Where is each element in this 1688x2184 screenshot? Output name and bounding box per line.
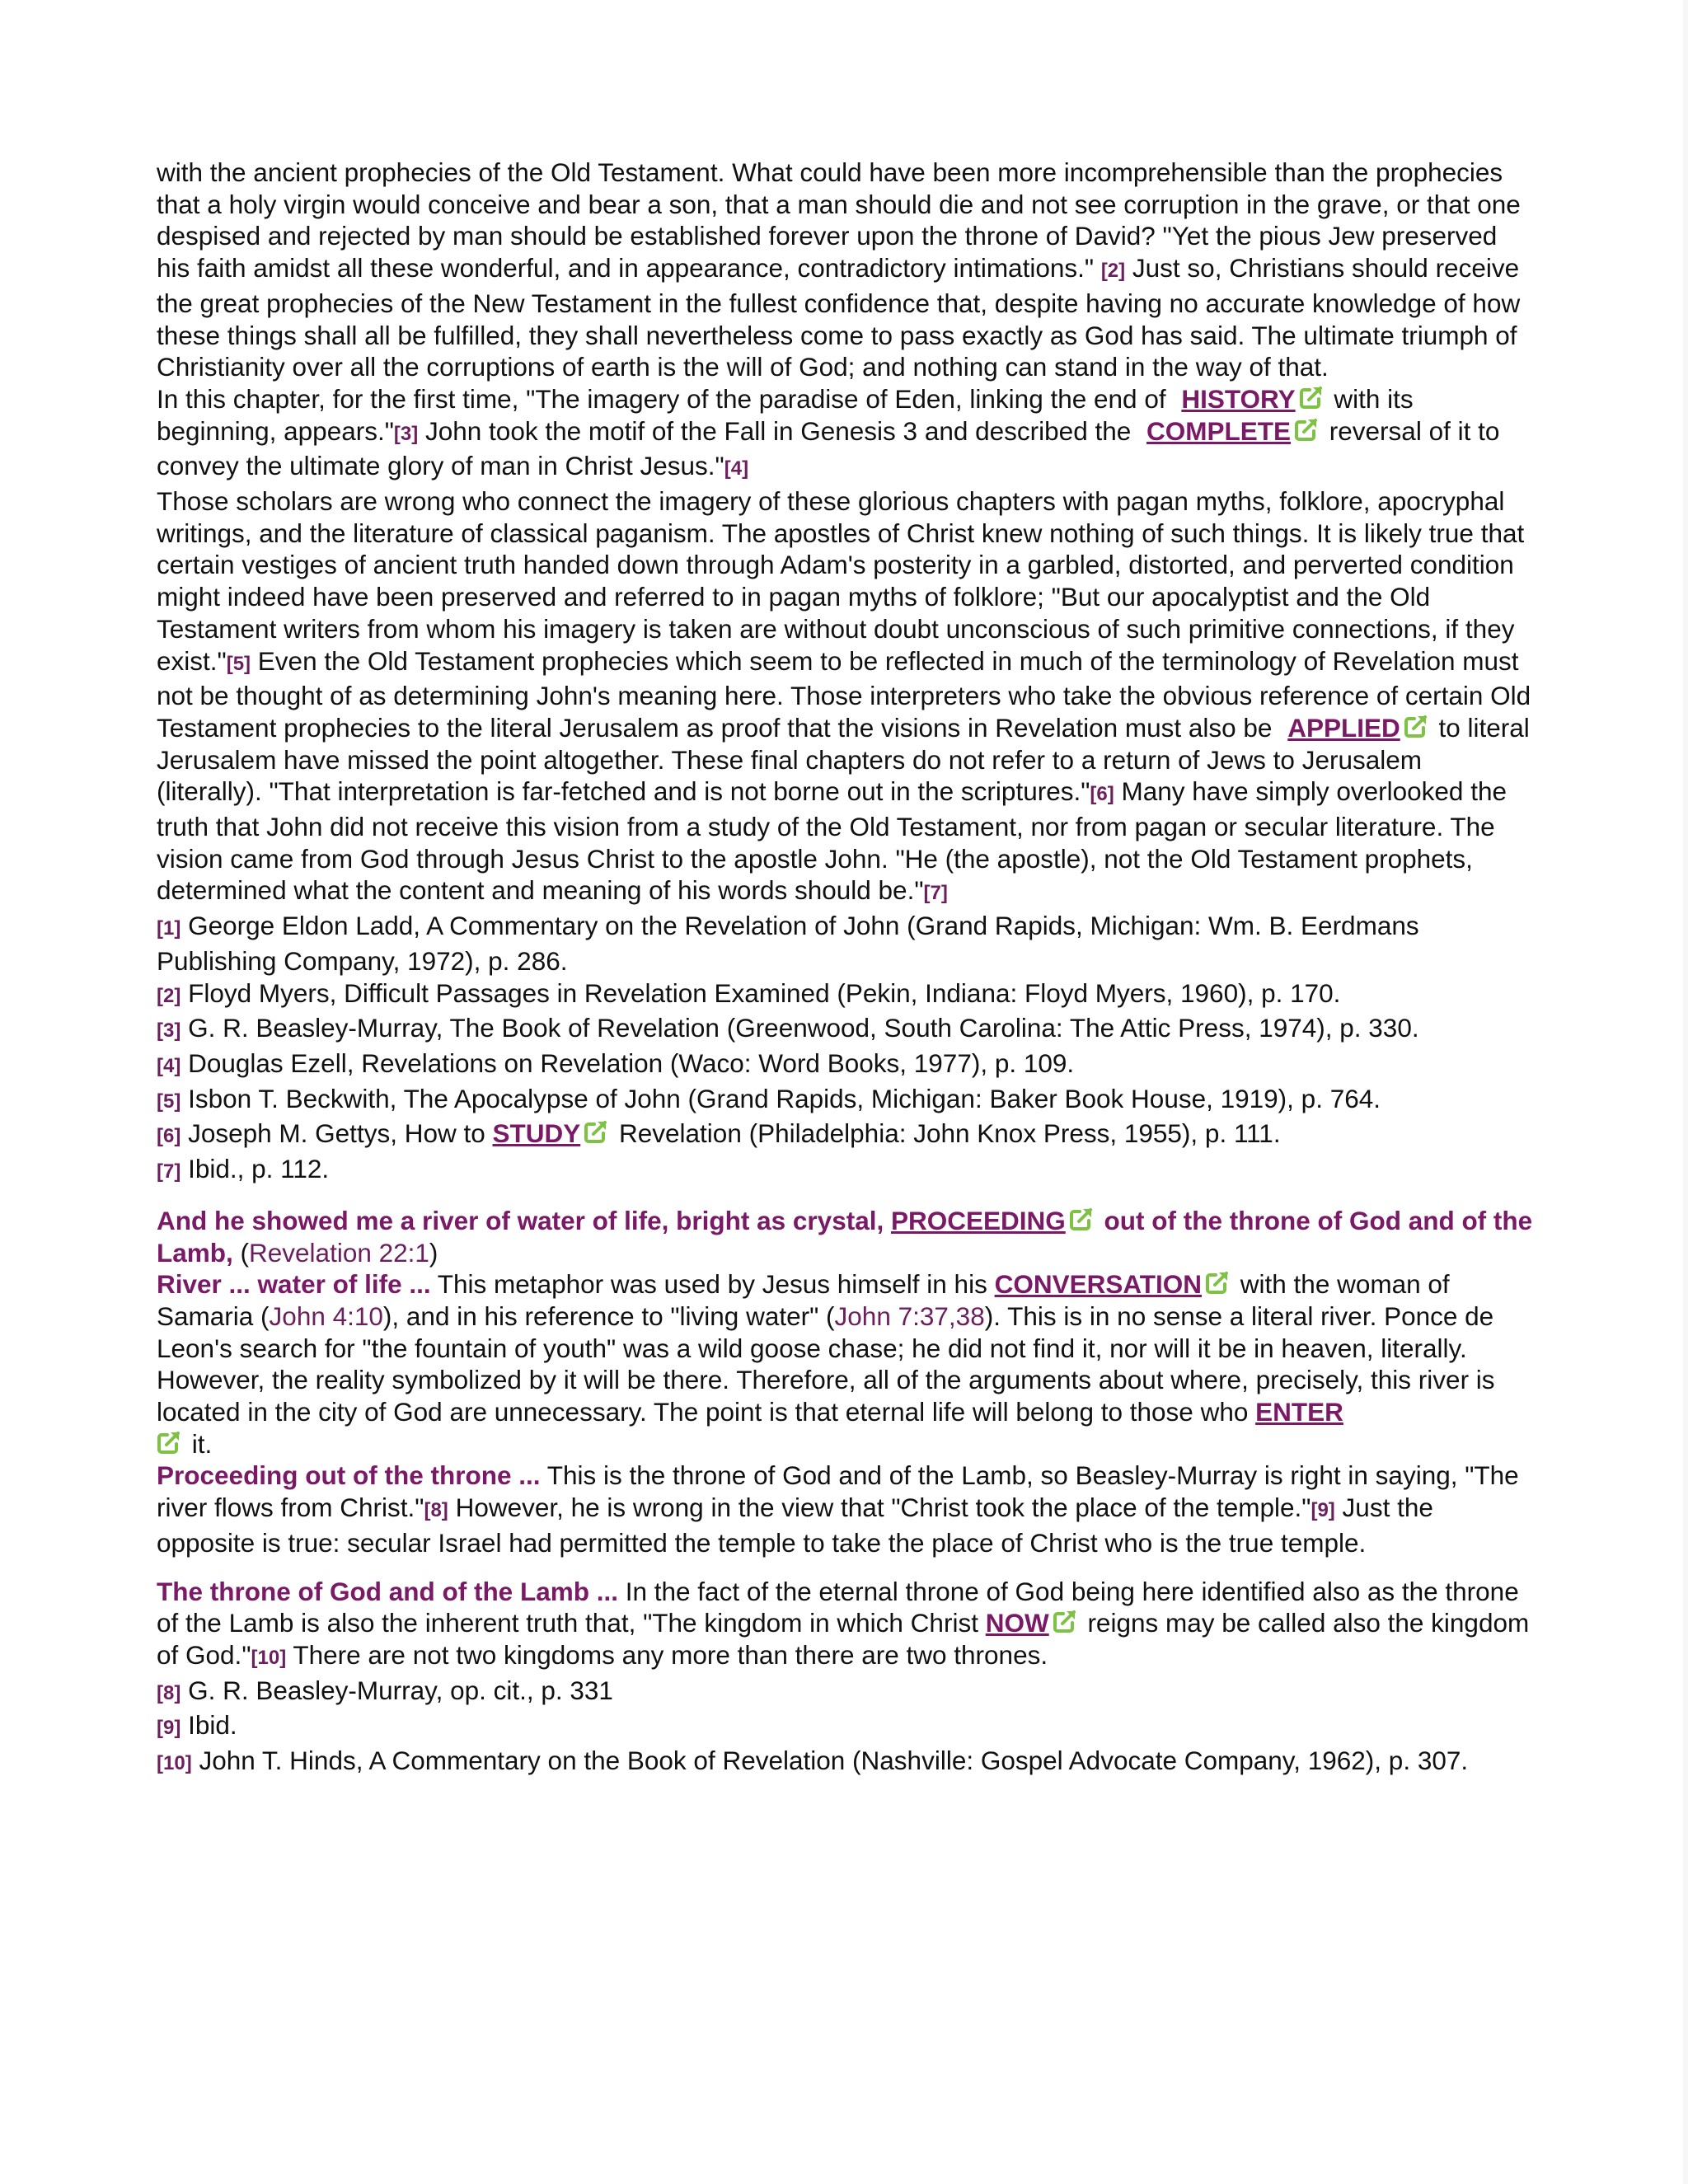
footnote-anchor-5[interactable]: [5] — [157, 1090, 181, 1113]
footnote-ref-3[interactable]: [3] — [393, 422, 419, 445]
paragraph-text: with the ancient prophecies of the Old Testament. What could have been more incomprehensible than the prophecies that a holy virgin would conceive and bear a son, that a man should die and not see corruption in the grave, or that one despised and rejected by man should be established forever upon the throne of David? "Yet the pious Jew preserved his faith amidst all these wonderful, and in appearance, contradictory intimations." — [157, 157, 1521, 284]
keyword-link-conversation[interactable]: CONVERSATION — [994, 1269, 1203, 1300]
paragraph-eden — [157, 383, 1533, 485]
paragraph-text: This is the throne of God and of the Lamb, so Beasley-Murray is right in saying, "The river flows from Christ." — [157, 1460, 1519, 1523]
footnote-ref-10[interactable]: [10] — [251, 1646, 287, 1669]
paragraph-text: it. — [185, 1428, 213, 1459]
external-link-icon[interactable] — [1299, 385, 1324, 410]
footnote-10 — [157, 1745, 1533, 1780]
footnote-anchor-4[interactable]: [4] — [157, 1054, 181, 1077]
footnote-5 — [157, 1083, 1533, 1118]
paragraph-text: to literal Jerusalem have missed the point altogether. These final chapters do not refer to a return of Jews to Jerusalem (literally). "That interpretation is far-fetched and is not borne out in the scriptures." — [157, 712, 1530, 807]
footnote-anchor-1[interactable]: [1] — [157, 917, 181, 940]
paragraph-text: In this chapter, for the first time, "The imagery of the paradise of Eden, linking the end of — [157, 383, 1174, 414]
footnote-1 — [157, 910, 1533, 977]
paragraph-text: ). This is in no sense a literal river. Ponce de Leon's search for "the fountain of youth" was a wild goose chase; he did not find it, nor will it be in heaven, literally. However, the reality symbolized by it will be there. Therefore, all of the arguments about where, precisely, this river is located in the city of God are unnecessary. The point is that eternal life will belong to those who — [157, 1301, 1495, 1427]
commentary-heading: Proceeding out of the throne ... — [157, 1460, 541, 1491]
keyword-link-applied[interactable]: APPLIED — [1287, 712, 1400, 743]
footnote-ref-6[interactable]: [6] — [1090, 783, 1114, 806]
footnote-4 — [157, 1047, 1533, 1083]
footnote-7 — [157, 1153, 1533, 1188]
footnote-ref-5[interactable]: [5] — [226, 652, 251, 675]
footnote-anchor-10[interactable]: [10] — [157, 1752, 192, 1775]
paragraph-text: Even the Old Testament prophecies which seem to be reflected in much of the terminology of Revelation must not be thought of as determining John's meaning here. Those interpreters who take the obvious reference of certain Old Testament prophecies to the literal Jerusalem as proof that the visions in Revelation must also be — [157, 645, 1531, 743]
footnote-8 — [157, 1675, 1533, 1710]
footnote-ref-4[interactable]: [4] — [724, 457, 749, 480]
commentary-heading: The throne of God and of the Lamb ... — [157, 1576, 618, 1606]
paragraph-text: This metaphor was used by Jesus himself in his — [430, 1269, 995, 1300]
footnote-3 — [157, 1012, 1533, 1047]
paragraph-text: In the fact of the eternal throne of God being here identified also as the throne of the Lamb is also the inherent truth that, "The kingdom in which Christ — [157, 1576, 1519, 1638]
external-link-icon[interactable] — [1404, 714, 1428, 738]
paragraph-prophecies — [157, 157, 1533, 383]
external-link-icon[interactable] — [1294, 417, 1319, 442]
footnote-anchor-2[interactable]: [2] — [157, 984, 181, 1007]
paragraph-text: John took the motif of the Fall in Genesis 3 and described the — [418, 415, 1139, 446]
scripture-link-revelation-22-1[interactable]: Revelation 22:1 — [249, 1237, 429, 1268]
verse-revelation-22-1 — [157, 1205, 1533, 1268]
keyword-link-proceeding[interactable]: PROCEEDING — [890, 1205, 1066, 1235]
paragraph-text: There are not two kingdoms any more than there are two thrones. — [286, 1639, 1048, 1670]
footnote-text: G. R. Beasley-Murray, The Book of Revelation (Greenwood, South Carolina: The Attic Press, 1974), p. 330. — [181, 1013, 1419, 1043]
commentary-heading: River ... water of life ... — [157, 1269, 431, 1300]
external-link-icon[interactable] — [157, 1430, 181, 1455]
scripture-link-john-7-37[interactable]: John 7:37 — [834, 1301, 949, 1331]
footnote-text: Floyd Myers, Difficult Passages in Revelation Examined (Pekin, Indiana: Floyd Myers, 1960), p. 170. — [181, 977, 1341, 1008]
footnote-text: Joseph M. Gettys, How to — [181, 1118, 493, 1149]
footnote-2 — [157, 977, 1533, 1013]
paragraph-throne — [157, 1576, 1533, 1675]
footnote-anchor-8[interactable]: [8] — [157, 1681, 181, 1704]
footnote-ref-9[interactable]: [9] — [1311, 1499, 1335, 1522]
paragraph-proceeding — [157, 1460, 1533, 1558]
footnote-ref-7[interactable]: [7] — [923, 882, 948, 905]
paragraph-text: However, he is wrong in the view that "Christ took the place of the temple." — [448, 1493, 1311, 1523]
footnotes-1 — [157, 910, 1533, 1188]
paren: ) — [429, 1237, 438, 1268]
paragraph-text: reversal of it to convey the ultimate glory of man in Christ Jesus." — [157, 415, 1500, 481]
keyword-link-enter[interactable]: ENTER — [1255, 1397, 1343, 1427]
footnote-anchor-6[interactable]: [6] — [157, 1125, 181, 1148]
footnote-text: Ibid., p. 112. — [181, 1154, 330, 1184]
paragraph-text: ), and in his reference to "living water" ( — [382, 1301, 835, 1331]
footnotes-2 — [157, 1675, 1533, 1780]
page-edge — [1683, 0, 1688, 2184]
footnote-anchor-3[interactable]: [3] — [157, 1019, 181, 1043]
verse-text: And he showed me a river of water of life, bright as crystal, — [157, 1205, 891, 1235]
paragraph-text: Many have simply overlooked the truth that John did not receive this vision from a study of the Old Testament, nor from pagan or secular literature. The vision came from God through Jesus Christ to the apostle John. "He (the apostle), not the Old Testament prophets, determined what the content and meaning of his words should be." — [157, 776, 1507, 906]
footnote-text: Ibid. — [181, 1710, 237, 1741]
paragraph-scholars — [157, 485, 1533, 910]
paragraph-text: with its beginning, appears." — [157, 383, 1414, 446]
paragraph-text: Just the opposite is true: secular Israel had permitted the temple to take the place of Christ who is the true temple. — [157, 1493, 1433, 1558]
external-link-icon[interactable] — [1053, 1609, 1077, 1633]
footnote-anchor-9[interactable]: [9] — [157, 1717, 181, 1740]
paragraph-text: Those scholars are wrong who connect the imagery of these glorious chapters with pagan myths, folklore, apocryphal writings, and the literature of classical paganism. The apostles of Christ knew nothing of such things. It is likely true that certain vestiges of ancient truth handed down through Adam's posterity in a garbled, distorted, and perverted condition might indeed have been preserved and referred to in pagan myths of folklore; "But our apocalyptist and the Old Testament writers from whom his imagery is taken are without doubt unconscious of such primitive connections, if they exist." — [157, 486, 1525, 676]
comma: , — [948, 1301, 956, 1331]
paren: ( — [232, 1237, 250, 1268]
footnote-text: Revelation (Philadelphia: John Knox Press, 1955), p. 111. — [612, 1118, 1281, 1149]
footnote-text: John T. Hinds, A Commentary on the Book of Revelation (Nashville: Gospel Advocate Company, 1962), p. 307. — [191, 1746, 1469, 1776]
scripture-link-john-4-10[interactable]: John 4:10 — [269, 1301, 383, 1331]
scripture-link-john-7-38[interactable]: 38 — [955, 1301, 985, 1331]
paragraph-river — [157, 1268, 1533, 1460]
paragraph-text: reigns may be called also the kingdom of God." — [157, 1608, 1530, 1670]
verse-text: out of the throne of God and of the Lamb, — [157, 1205, 1533, 1268]
external-link-icon[interactable] — [1069, 1207, 1094, 1231]
footnote-9 — [157, 1709, 1533, 1745]
footnote-ref-8[interactable]: [8] — [424, 1499, 448, 1522]
keyword-link-study[interactable]: STUDY — [492, 1118, 581, 1149]
keyword-link-now[interactable]: NOW — [985, 1608, 1049, 1638]
footnote-6 — [157, 1118, 1533, 1153]
keyword-link-complete[interactable]: COMPLETE — [1146, 415, 1292, 446]
document-page — [157, 157, 1533, 1780]
footnote-text: Douglas Ezell, Revelations on Revelation (Waco: Word Books, 1977), p. 109. — [181, 1047, 1075, 1078]
external-link-icon[interactable] — [1205, 1270, 1230, 1295]
footnote-anchor-7[interactable]: [7] — [157, 1160, 181, 1183]
external-link-icon[interactable] — [584, 1119, 608, 1144]
footnote-text: George Eldon Ladd, A Commentary on the Revelation of John (Grand Rapids, Michigan: Wm. B. Eerdmans Publishing Company, 1972), p. 286. — [157, 911, 1419, 976]
footnote-ref-2[interactable]: [2] — [1100, 260, 1126, 283]
paragraph-text: with the woman of Samaria ( — [157, 1269, 1450, 1331]
keyword-link-history[interactable]: HISTORY — [1181, 383, 1296, 414]
footnote-text: G. R. Beasley-Murray, op. cit., p. 331 — [181, 1675, 613, 1705]
paragraph-text: Just so, Christians should receive the great prophecies of the New Testament in the fullest confidence that, despite having no accurate knowledge of how these things shall all be fulfilled, they shall nevertheless come to pass exactly as God has said. The ultimate triumph of Christianity over all the corruptions of earth is the will of God; and nothing can stand in the way of that. — [157, 253, 1521, 382]
footnote-text: Isbon T. Beckwith, The Apocalypse of John (Grand Rapids, Michigan: Baker Book House, 1919), p. 764. — [181, 1083, 1381, 1113]
